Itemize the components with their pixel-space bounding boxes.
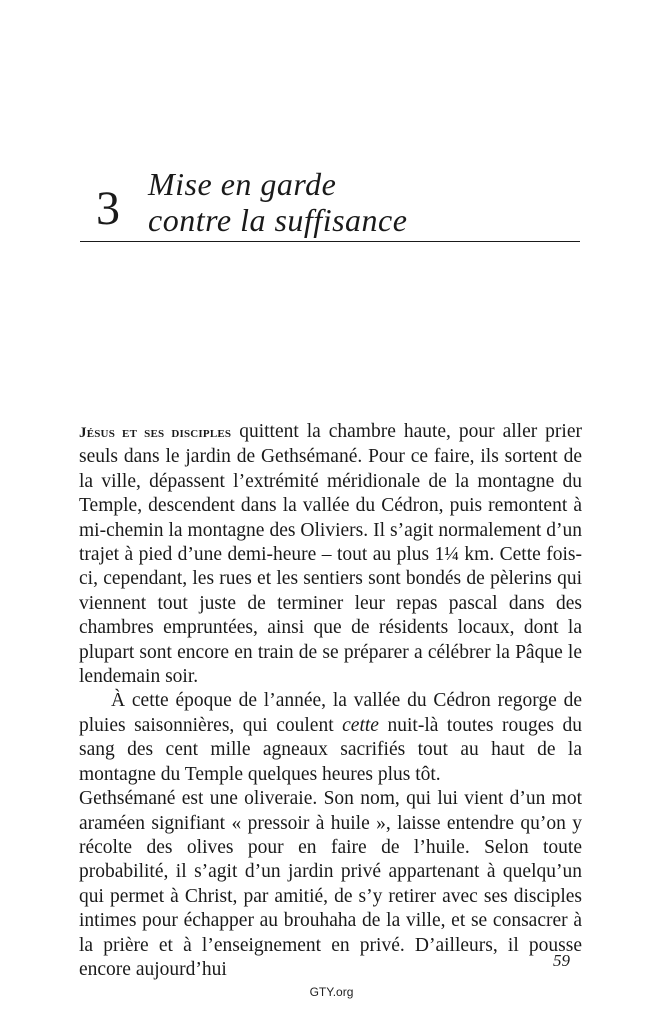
- chapter-number: 3: [96, 182, 120, 235]
- chapter-title-line-2: contre la suffisance: [148, 202, 408, 238]
- paragraph-2-text-before: À cette époque de l’année, la vallée du Cédron regorge de pluies saisonnières, qui coulent: [79, 690, 582, 736]
- body-text: [79, 420, 582, 982]
- paragraph-2-text-after: nuit-là toutes rouges du sang des cent mille agneaux sacrifiés tout au haut de la montagne du Temple quelques heures plus tôt.: [79, 714, 583, 785]
- paragraph-3: Gethsémané est une oliveraie. Son nom, qui lui vient d’un mot araméen signifiant « pressoir à huile », laisse entendre qu’on y récolte des olives pour en faire de l’huile. Selon toute probabilité, il s’agit d’un jardin privé appartenant à quelqu’un qui permet à Christ, par amitié, de s’y retirer avec ses disciples intimes pour échapper au brouhaha de la ville, et se consacrer à la prière et à l’enseignement en privé. D’ailleurs, il pousse encore aujourd’hui: [79, 788, 582, 980]
- page-number: 59: [553, 951, 570, 970]
- chapter-title: [148, 166, 407, 238]
- chapter-title-line-1: Mise en garde: [148, 166, 337, 202]
- footer-site-name: GTY.org: [309, 985, 354, 999]
- title-divider: [80, 241, 580, 242]
- lead-in-small-caps: Jésus et ses disciples: [79, 425, 232, 441]
- paragraph-1-text: quittent la chambre haute, pour aller prier seuls dans le jardin de Gethsémané. Pour ce faire, ils sortent de la ville, dépassent l’extrémité méridionale de la montagne du Temple, descendent dans la vallée du Cédron, puis remontent à mi-chemin la montagne des Oliviers. Il s’agit normalement d’un trajet à pied d’une demi-heure – tout au plus 1¼ km. Cette fois-ci, cependant, les rues et les sentiers sont bondés de pèlerins qui viennent tout juste de terminer leur repas pascal dans des chambres empruntées, ainsi que de résidents locaux, dont la plupart sont encore en train de se préparer a célébrer la Pâque le lendemain soir.: [79, 421, 582, 688]
- paragraph-1: [79, 420, 582, 689]
- paragraph-2-emphasis: cette: [342, 714, 379, 736]
- paragraph-2: [79, 689, 582, 787]
